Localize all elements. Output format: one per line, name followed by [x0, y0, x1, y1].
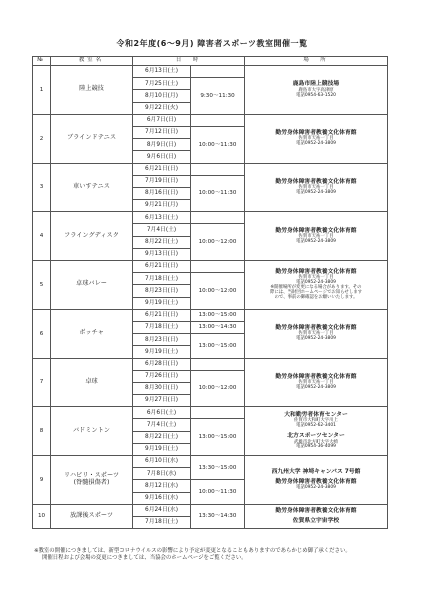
event-date: 9月22日(火): [133, 102, 191, 114]
venue-cell: [245, 212, 388, 261]
venue-name-2: 北方スポーツセンター: [287, 433, 345, 440]
event-time: 9:30〜11:30: [191, 78, 245, 115]
table-body: [33, 66, 388, 529]
row-number: 7: [33, 358, 51, 407]
event-date: 7月4日(土): [133, 224, 191, 236]
event-date: 9月16日(水): [133, 492, 191, 504]
event-time: [191, 163, 245, 175]
event-date: 9月19日(土): [133, 346, 191, 358]
event-name: [51, 358, 133, 407]
venue-cell: [245, 114, 388, 163]
venue-address: 佐賀市天祐一丁目: [298, 233, 334, 239]
event-date: 8月9日(日): [133, 139, 191, 151]
venue-name: 勤労身体障害者教養文化体育館: [275, 325, 357, 332]
event-date: 7月26日(日): [133, 370, 191, 382]
venue-note: ので、事前の御確認をお願いいたします。: [274, 294, 358, 300]
event-date: 6月6日(土): [133, 407, 191, 419]
row-number: 6: [33, 309, 51, 358]
event-date: 8月10日(月): [133, 90, 191, 102]
event-date: 9月19日(土): [133, 297, 191, 309]
event-label: フライングディスク: [64, 231, 119, 239]
event-sublabel: (脊髄損傷者): [73, 478, 110, 486]
event-date: 9月13日(日): [133, 248, 191, 260]
venue-address: 佐賀市天祐一丁目: [298, 331, 334, 337]
event-time: 10:00〜12:00: [191, 224, 245, 261]
venue-cell: [245, 66, 388, 115]
venue-cell: [245, 456, 388, 505]
venue-name: 勤労身体障害者教養文化体育館: [275, 508, 357, 515]
event-date: 8月30日(日): [133, 382, 191, 394]
footnote-line: 開催日程および会場の変更につきましては、当協会のホームページをご覧ください。: [42, 555, 247, 562]
header-date: 日 時: [133, 57, 245, 66]
event-time: 10:00〜11:30: [191, 480, 245, 504]
event-date: 8月12日(水): [133, 480, 191, 492]
event-date: 6月21日(日): [133, 309, 191, 321]
venue-phone: 電話0952-24-3809: [296, 190, 336, 196]
table-row: [33, 261, 388, 273]
venue-phone: 電話0952-24-3809: [296, 238, 336, 244]
venue-address: 佐賀市天祐一丁目: [298, 380, 334, 386]
event-date: 6月13日(土): [133, 212, 191, 224]
table-row: [33, 358, 388, 370]
event-date: 7月18日(土): [133, 273, 191, 285]
header-row: [33, 57, 388, 66]
row-number: 9: [33, 456, 51, 505]
venue-phone: 電話0952-62-3401: [296, 423, 336, 429]
event-date: 7月8日(水): [133, 468, 191, 480]
header-place: 場 所: [245, 57, 388, 66]
venue-phone: 電話0952-24-3809: [296, 385, 336, 391]
event-date: 9月6日(日): [133, 151, 191, 163]
event-label: ブラインドテニス: [66, 134, 117, 142]
schedule-table: [32, 56, 388, 529]
table-row: [33, 66, 388, 78]
row-number: 5: [33, 261, 51, 310]
event-label: 放課後スポーツ: [69, 512, 114, 520]
event-name: [51, 309, 133, 358]
event-name: [51, 163, 133, 212]
event-time: [191, 358, 245, 370]
event-date: 6月28日(日): [133, 358, 191, 370]
event-name: [51, 504, 133, 528]
event-date: 8月16日(日): [133, 187, 191, 199]
event-date: 6月10日(水): [133, 456, 191, 468]
venue-name: 大和勤労者体育センター: [284, 412, 348, 419]
event-name: [51, 456, 133, 505]
event-date: 6月13日(土): [133, 66, 191, 78]
venue-name: 勤労身体障害者教養文化体育館: [275, 178, 357, 185]
event-label: バドミントン: [72, 426, 110, 434]
event-date: 9月27日(日): [133, 395, 191, 407]
venue-cell: [245, 504, 388, 528]
footnote: [34, 548, 394, 563]
event-time: 13:30〜14:30: [191, 504, 245, 528]
venue-cell: [245, 309, 388, 358]
table-row: [33, 163, 388, 175]
event-name: [51, 261, 133, 310]
event-date: 7月18日(土): [133, 516, 191, 528]
table-row: [33, 504, 388, 516]
venue-note: ※開催場所が変更になる場合があります。その: [270, 285, 362, 291]
venue-name: 勤労身体障害者教養文化体育館: [275, 130, 357, 137]
event-date: 7月4日(土): [133, 419, 191, 431]
venue-phone-2: 電話0952-24-3809: [296, 484, 336, 490]
event-date: 7月19日(日): [133, 175, 191, 187]
row-number: 10: [33, 504, 51, 528]
venue-address: 佐賀市天祐一丁目: [298, 185, 334, 191]
event-time: 13:00〜14:30: [191, 321, 245, 333]
event-date: 6月21日(日): [133, 261, 191, 273]
venue-phone: 電話0952-24-3809: [296, 336, 336, 342]
venue-cell: [245, 358, 388, 407]
event-date: 6月24日(水): [133, 504, 191, 516]
event-date: 9月21日(月): [133, 200, 191, 212]
event-date: 8月22日(土): [133, 431, 191, 443]
event-date: 6月21日(日): [133, 163, 191, 175]
table-row: [33, 456, 388, 468]
event-date: 7月18日(土): [133, 321, 191, 333]
venue-address: 佐賀市天祐一丁目: [298, 275, 334, 281]
footnote-line: ※教室の開催につきましては、新型コロナウイルスの影響により予定が変更となることもありますのであらかじめ御了承ください。: [34, 548, 351, 554]
venue-phone: 電話0952-24-3809: [296, 141, 336, 147]
event-time: 13:00〜15:00: [191, 334, 245, 358]
event-date: 6月7日(日): [133, 114, 191, 126]
venue-name-2: 佐賀県立宇宙学校: [292, 518, 340, 525]
venue-phone-2: 電話0954-36-4099: [296, 444, 336, 450]
row-number: 8: [33, 407, 51, 456]
row-number: 3: [33, 163, 51, 212]
venue-address: 鹿島市大字高津原: [298, 87, 334, 93]
venue-name-2: 勤労身体障害者教養文化体育館: [275, 479, 357, 486]
venue-cell: [245, 163, 388, 212]
document-title: 令和2年度(6〜9月) 障害者スポーツ教室開催一覧: [116, 39, 308, 48]
venue-name: 勤労身体障害者教養文化体育館: [275, 269, 357, 276]
table-row: [33, 114, 388, 126]
table-row: [33, 212, 388, 224]
venue-phone: 電話0952-24-3809: [296, 280, 336, 286]
event-label: 車いすテニス: [73, 182, 110, 190]
venue-name: 勤労身体障害者教養文化体育館: [275, 227, 357, 234]
event-name: [51, 66, 133, 115]
venue-cell: [245, 261, 388, 310]
event-name: [51, 114, 133, 163]
event-time: [191, 212, 245, 224]
event-time: [191, 261, 245, 273]
event-time: 13:00〜15:00: [191, 419, 245, 456]
event-name: [51, 212, 133, 261]
event-time: 10:00〜11:30: [191, 175, 245, 212]
venue-name: 勤労身体障害者教養文化体育館: [275, 373, 357, 380]
event-label: 卓球バレー: [76, 280, 107, 288]
event-label: ボッチャ: [79, 329, 104, 337]
row-number: 2: [33, 114, 51, 163]
event-time: [191, 407, 245, 419]
venue-address-2: 武雄市北方町大字大崎: [294, 439, 338, 445]
venue-address: 佐賀市大和町大字川上: [294, 418, 338, 424]
event-time: [191, 114, 245, 126]
event-time: 13:00〜15:00: [191, 309, 245, 321]
event-date: 7月12日(日): [133, 126, 191, 138]
venue-phone: 電話0954-63-1520: [296, 92, 336, 98]
header-event: 教室名: [51, 57, 133, 66]
venue-name: 鹿島市陸上競技場: [292, 81, 340, 88]
event-label: リハビリ・スポーツ: [63, 472, 120, 480]
event-time: 10:00〜11:30: [191, 126, 245, 163]
header-no: №: [33, 57, 51, 66]
event-label: 陸上競技: [79, 85, 104, 93]
event-date: 8月23日(日): [133, 334, 191, 346]
event-time: 10:00〜12:00: [191, 370, 245, 407]
event-name: [51, 407, 133, 456]
event-time: [191, 66, 245, 78]
row-number: 4: [33, 212, 51, 261]
event-date: 8月22日(土): [133, 236, 191, 248]
table-row: [33, 309, 388, 321]
event-date: 8月23日(日): [133, 285, 191, 297]
event-label: 卓球: [85, 377, 98, 385]
table-row: [33, 407, 388, 419]
row-number: 1: [33, 66, 51, 115]
venue-cell: [245, 407, 388, 456]
event-date: 7月25日(土): [133, 78, 191, 90]
venue-note: 際には、当財団ホームページでお知らせします: [270, 289, 362, 295]
event-time: 10:00〜12:00: [191, 273, 245, 310]
venue-address: 佐賀市天祐一丁目: [298, 136, 334, 142]
venue-name: 西九州大学 神埼キャンパス 7号館: [271, 469, 361, 476]
event-time: 13:30〜15:00: [191, 456, 245, 480]
event-date: 9月19日(土): [133, 443, 191, 455]
